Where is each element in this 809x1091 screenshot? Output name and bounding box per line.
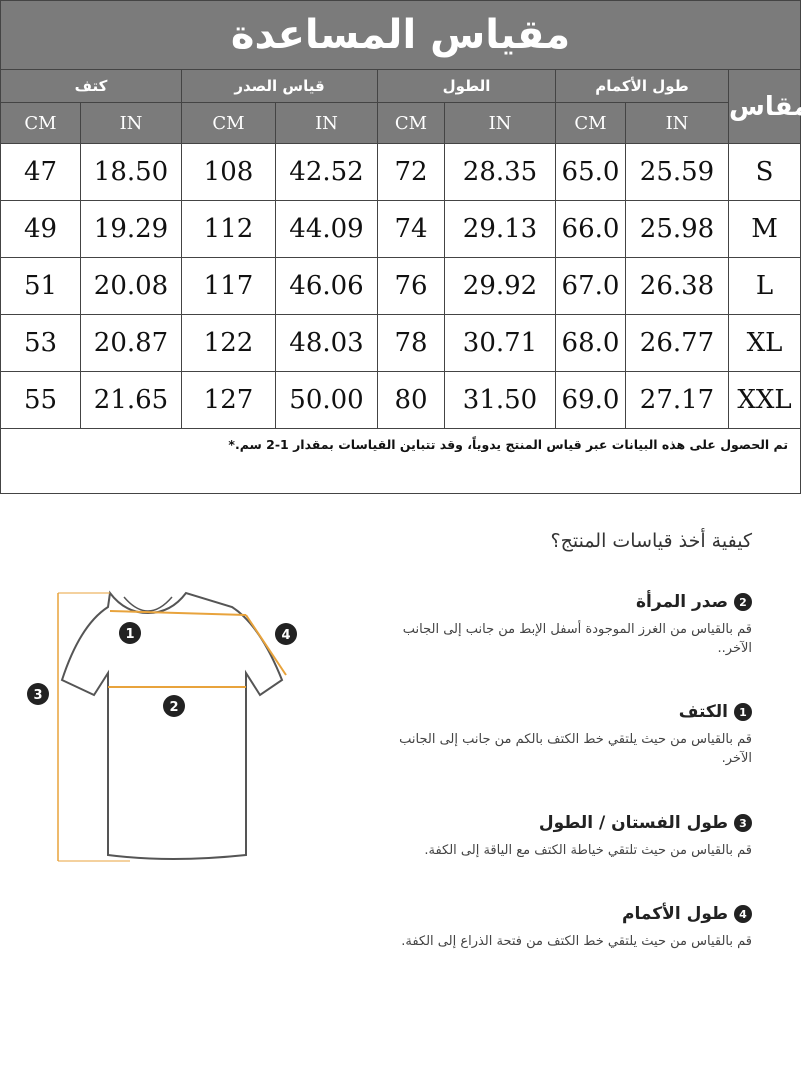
cell-length-cm: 74	[378, 201, 445, 258]
cell-length-cm: 72	[378, 144, 445, 201]
group-length: الطول	[378, 70, 556, 103]
cell-shoulder-in: 19.29	[81, 201, 182, 258]
cell-shoulder-cm: 53	[1, 315, 81, 372]
size-chart-table	[0, 0, 809, 494]
cell-chest-in: 44.09	[276, 201, 378, 258]
group-chest: قياس الصدر	[182, 70, 378, 103]
cell-shoulder-in: 20.87	[81, 315, 182, 372]
howto-title: كيفية أخذ قياسات المنتج؟	[550, 530, 752, 552]
marker-sleeve-num: 4	[281, 628, 291, 643]
cell-sleeve-cm: 65.0	[556, 144, 626, 201]
number-2-icon: 2	[734, 593, 752, 611]
group-sleeve: طول الأكمام	[556, 70, 729, 103]
howto-item-sleeve	[372, 904, 752, 951]
cell-length-in: 31.50	[445, 372, 556, 429]
cell-chest-in: 46.06	[276, 258, 378, 315]
marker-shoulder-num: 1	[125, 627, 135, 642]
cell-shoulder-cm: 49	[1, 201, 81, 258]
cell-chest-cm: 122	[182, 315, 276, 372]
cell-length-in: 29.13	[445, 201, 556, 258]
unit-in: IN	[276, 103, 378, 144]
unit-in: IN	[81, 103, 182, 144]
table-row	[1, 144, 801, 201]
cell-chest-cm: 117	[182, 258, 276, 315]
marker-chest-num: 2	[169, 700, 179, 715]
tshirt-outline	[62, 593, 282, 859]
table-row	[1, 372, 801, 429]
size-header: مقاس	[729, 70, 801, 144]
cell-shoulder-in: 20.08	[81, 258, 182, 315]
howto-item-chest	[372, 592, 752, 658]
cell-chest-cm: 108	[182, 144, 276, 201]
cell-sleeve-cm: 66.0	[556, 201, 626, 258]
cell-size: XL	[729, 315, 801, 372]
unit-in: IN	[445, 103, 556, 144]
cell-sleeve-in: 26.38	[626, 258, 729, 315]
table-row	[1, 258, 801, 315]
cell-chest-in: 42.52	[276, 144, 378, 201]
cell-chest-in: 50.00	[276, 372, 378, 429]
marker-length-num: 3	[33, 688, 43, 703]
cell-shoulder-cm: 55	[1, 372, 81, 429]
group-shoulder: كتف	[1, 70, 182, 103]
cell-sleeve-in: 27.17	[626, 372, 729, 429]
cell-length-in: 30.71	[445, 315, 556, 372]
howto-item-length	[372, 813, 752, 860]
cell-shoulder-in: 18.50	[81, 144, 182, 201]
cell-size: L	[729, 258, 801, 315]
cell-sleeve-cm: 68.0	[556, 315, 626, 372]
cell-chest-cm: 112	[182, 201, 276, 258]
howto-item-title: الكتف	[678, 702, 728, 722]
cell-length-cm: 80	[378, 372, 445, 429]
howto-item-desc: قم بالقياس من حيث تلتقي خياطة الكتف مع الياقة إلى الكفة.	[424, 843, 752, 858]
cell-sleeve-cm: 67.0	[556, 258, 626, 315]
howto-item-desc: قم بالقياس من حيث يلتقي خط الكتف من فتحة الذراع إلى الكفة.	[401, 934, 752, 949]
howto-item-title: صدر المرأة	[636, 592, 728, 612]
unit-in: IN	[626, 103, 729, 144]
howto-item-desc: قم بالقياس من الغرز الموجودة أسفل الإبط من جانب إلى الجانب الآخر..	[402, 622, 752, 656]
table-row	[1, 201, 801, 258]
marker-shoulder	[119, 622, 141, 644]
marker-chest	[163, 695, 185, 717]
howto-item-desc: قم بالقياس من حيث يلتقي خط الكتف بالكم من جانب إلى الجانب الآخر.	[399, 732, 752, 766]
cell-size: S	[729, 144, 801, 201]
cell-shoulder-in: 21.65	[81, 372, 182, 429]
marker-sleeve	[275, 623, 297, 645]
cell-length-in: 28.35	[445, 144, 556, 201]
cell-sleeve-in: 25.98	[626, 201, 729, 258]
tshirt-measure-diagram	[20, 585, 310, 870]
unit-cm: CM	[182, 103, 276, 144]
table-row	[1, 315, 801, 372]
cell-length-in: 29.92	[445, 258, 556, 315]
marker-length	[27, 683, 49, 705]
cell-chest-in: 48.03	[276, 315, 378, 372]
number-4-icon: 4	[734, 905, 752, 923]
cell-sleeve-in: 26.77	[626, 315, 729, 372]
cell-size: XXL	[729, 372, 801, 429]
unit-cm: CM	[1, 103, 81, 144]
cell-chest-cm: 127	[182, 372, 276, 429]
howto-item-title: طول الفستان / الطول	[538, 813, 728, 833]
table-title: مقياس المساعدة	[1, 1, 801, 70]
cell-length-cm: 76	[378, 258, 445, 315]
cell-length-cm: 78	[378, 315, 445, 372]
cell-sleeve-cm: 69.0	[556, 372, 626, 429]
howto-item-shoulder	[372, 702, 752, 768]
number-1-icon: 1	[734, 703, 752, 721]
howto-item-title: طول الأكمام	[622, 904, 728, 924]
unit-cm: CM	[556, 103, 626, 144]
cell-size: M	[729, 201, 801, 258]
cell-shoulder-cm: 47	[1, 144, 81, 201]
measurement-note: تم الحصول على هذه البيانات عبر قياس المنتج يدوياً، وقد تتباين القياسات بمقدار 1-2 سم.*	[1, 429, 801, 494]
unit-cm: CM	[378, 103, 445, 144]
number-3-icon: 3	[734, 814, 752, 832]
cell-shoulder-cm: 51	[1, 258, 81, 315]
cell-sleeve-in: 25.59	[626, 144, 729, 201]
